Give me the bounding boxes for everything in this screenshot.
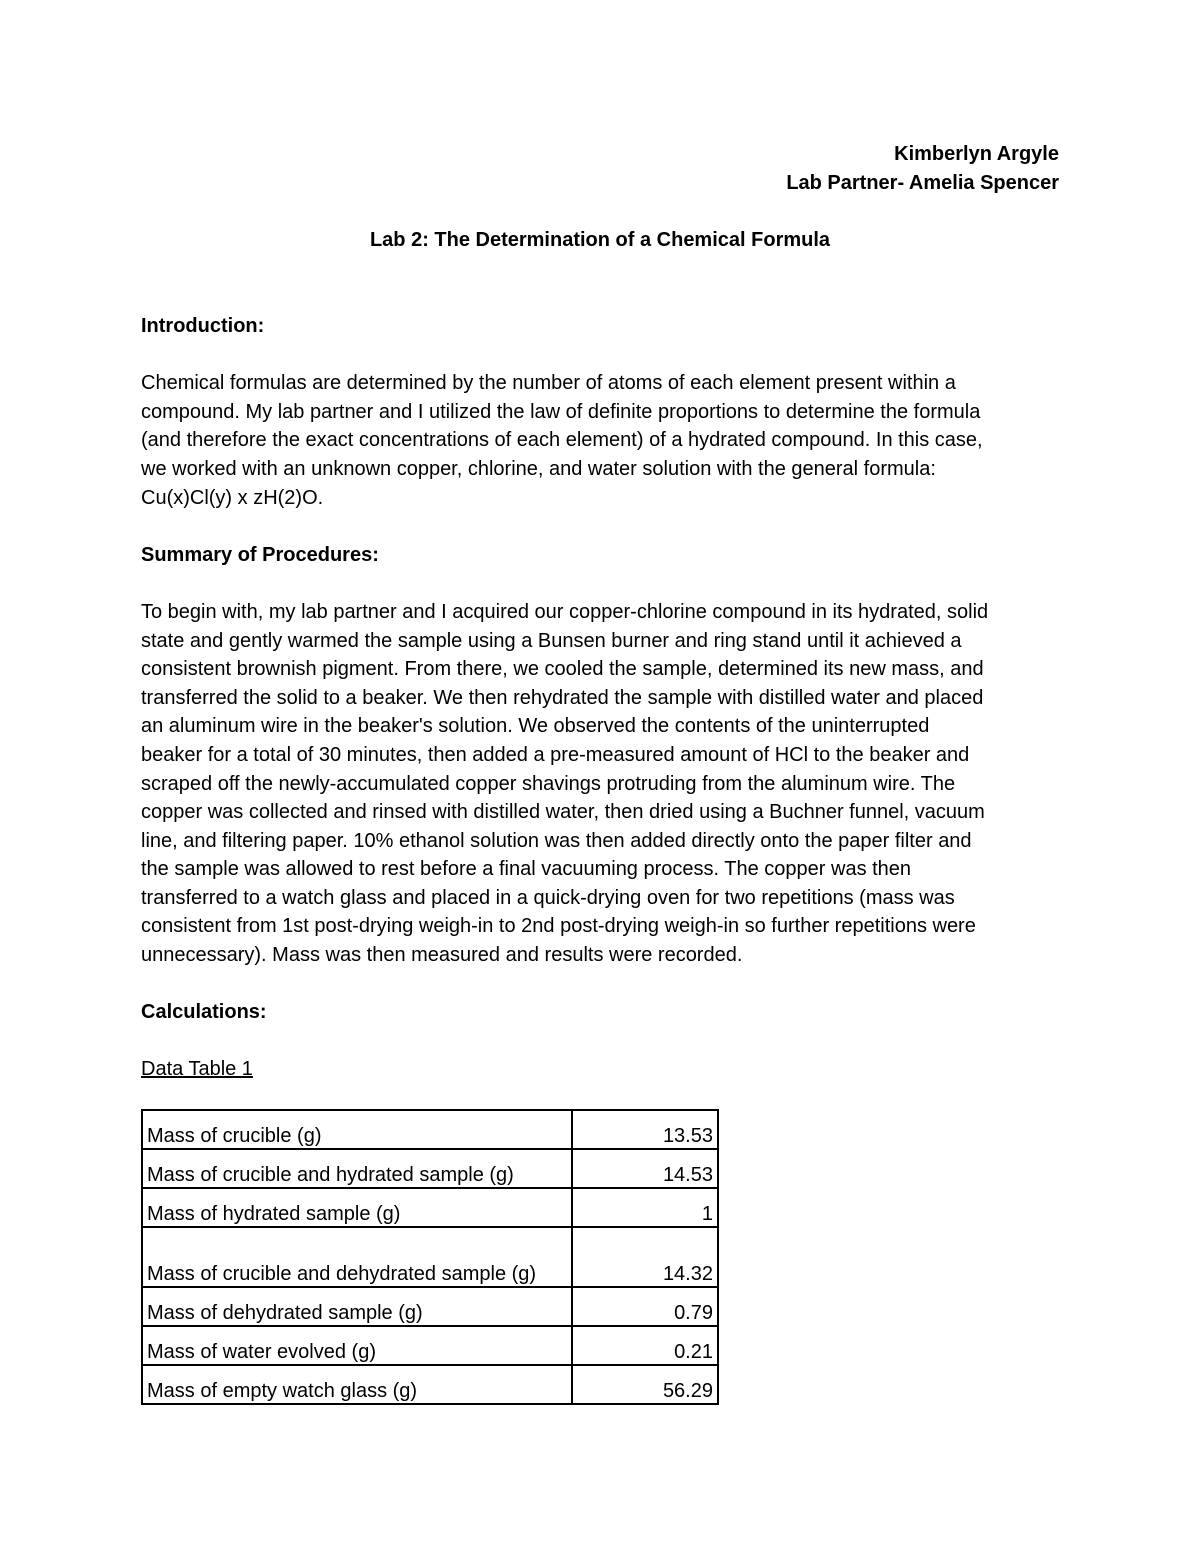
procedures-line: an aluminum wire in the beaker's solution. We observed the contents of the uninterrupted [141, 715, 930, 738]
introduction-line: (and therefore the exact concentrations of each element) of a hydrated compound. In this case, [141, 429, 983, 452]
row-label: Mass of dehydrated sample (g) [142, 1287, 572, 1326]
row-value: 0.21 [572, 1326, 718, 1365]
introduction-line: Cu(x)Cl(y) x zH(2)O. [141, 486, 324, 509]
procedures-line: consistent brownish pigment. From there, we cooled the sample, determined its new mass, and [141, 658, 984, 681]
introduction-line: we worked with an unknown copper, chlorine, and water solution with the general formula: [141, 457, 936, 480]
introduction-heading: Introduction: [141, 315, 265, 337]
procedures-line: the sample was allowed to rest before a final vacuuming process. The copper was then [141, 858, 912, 881]
procedures-line: state and gently warmed the sample using a Bunsen burner and ring stand until it achieved a [141, 629, 962, 652]
author-header [786, 140, 1059, 198]
row-value: 0.79 [572, 1287, 718, 1326]
row-value: 13.53 [572, 1110, 718, 1149]
row-value: 1 [572, 1188, 718, 1227]
procedures-line: consistent from 1st post-drying weigh-in to 2nd post-drying weigh-in so further repetitions were [141, 915, 976, 938]
row-value: 14.32 [572, 1227, 718, 1287]
row-value: 56.29 [572, 1365, 718, 1404]
author-name: Kimberlyn Argyle [894, 143, 1059, 165]
procedures-line: beaker for a total of 30 minutes, then added a pre-measured amount of HCl to the beaker and [141, 743, 970, 766]
introduction-paragraph [141, 369, 1061, 512]
document-title: Lab 2: The Determination of a Chemical Formula [369, 229, 831, 251]
table-row [142, 1326, 718, 1365]
table-caption: Data Table 1 [141, 1058, 253, 1081]
introduction-line: Chemical formulas are determined by the number of atoms of each element present within a [141, 372, 956, 395]
procedures-line: scraped off the newly-accumulated copper shavings protruding from the aluminum wire. The [141, 772, 956, 795]
procedures-line: copper was collected and rinsed with distilled water, then dried using a Buchner funnel, vacuum [141, 801, 985, 824]
procedures-paragraph [141, 598, 1061, 970]
procedures-line: line, and filtering paper. 10% ethanol solution was then added directly onto the paper filter and [141, 829, 972, 852]
data-table-1 [141, 1109, 719, 1405]
row-value: 14.53 [572, 1149, 718, 1188]
row-label: Mass of crucible and hydrated sample (g) [142, 1149, 572, 1188]
procedures-line: transferred to a watch glass and placed in a quick-drying oven for two repetitions (mass was [141, 886, 955, 909]
table-row [142, 1287, 718, 1326]
table-row [142, 1149, 718, 1188]
row-label: Mass of crucible and dehydrated sample (g) [142, 1227, 572, 1287]
row-label: Mass of hydrated sample (g) [142, 1188, 572, 1227]
procedures-line: transferred the solid to a beaker. We then rehydrated the sample with distilled water and placed [141, 686, 984, 709]
table-row [142, 1365, 718, 1404]
procedures-line: To begin with, my lab partner and I acquired our copper-chlorine compound in its hydrated, solid [141, 600, 989, 623]
row-label: Mass of water evolved (g) [142, 1326, 572, 1365]
row-label: Mass of empty watch glass (g) [142, 1365, 572, 1404]
table-row [142, 1188, 718, 1227]
calculations-heading: Calculations: [141, 1001, 267, 1024]
document-body [141, 312, 1061, 1084]
procedures-line: unnecessary). Mass was then measured and results were recorded. [141, 944, 743, 967]
table-row [142, 1227, 718, 1287]
lab-partner: Lab Partner- Amelia Spencer [786, 172, 1059, 194]
row-label: Mass of crucible (g) [142, 1110, 572, 1149]
introduction-line: compound. My lab partner and I utilized the law of definite proportions to determine the formula [141, 400, 981, 423]
procedures-heading: Summary of Procedures: [141, 543, 379, 566]
table-row [142, 1110, 718, 1149]
